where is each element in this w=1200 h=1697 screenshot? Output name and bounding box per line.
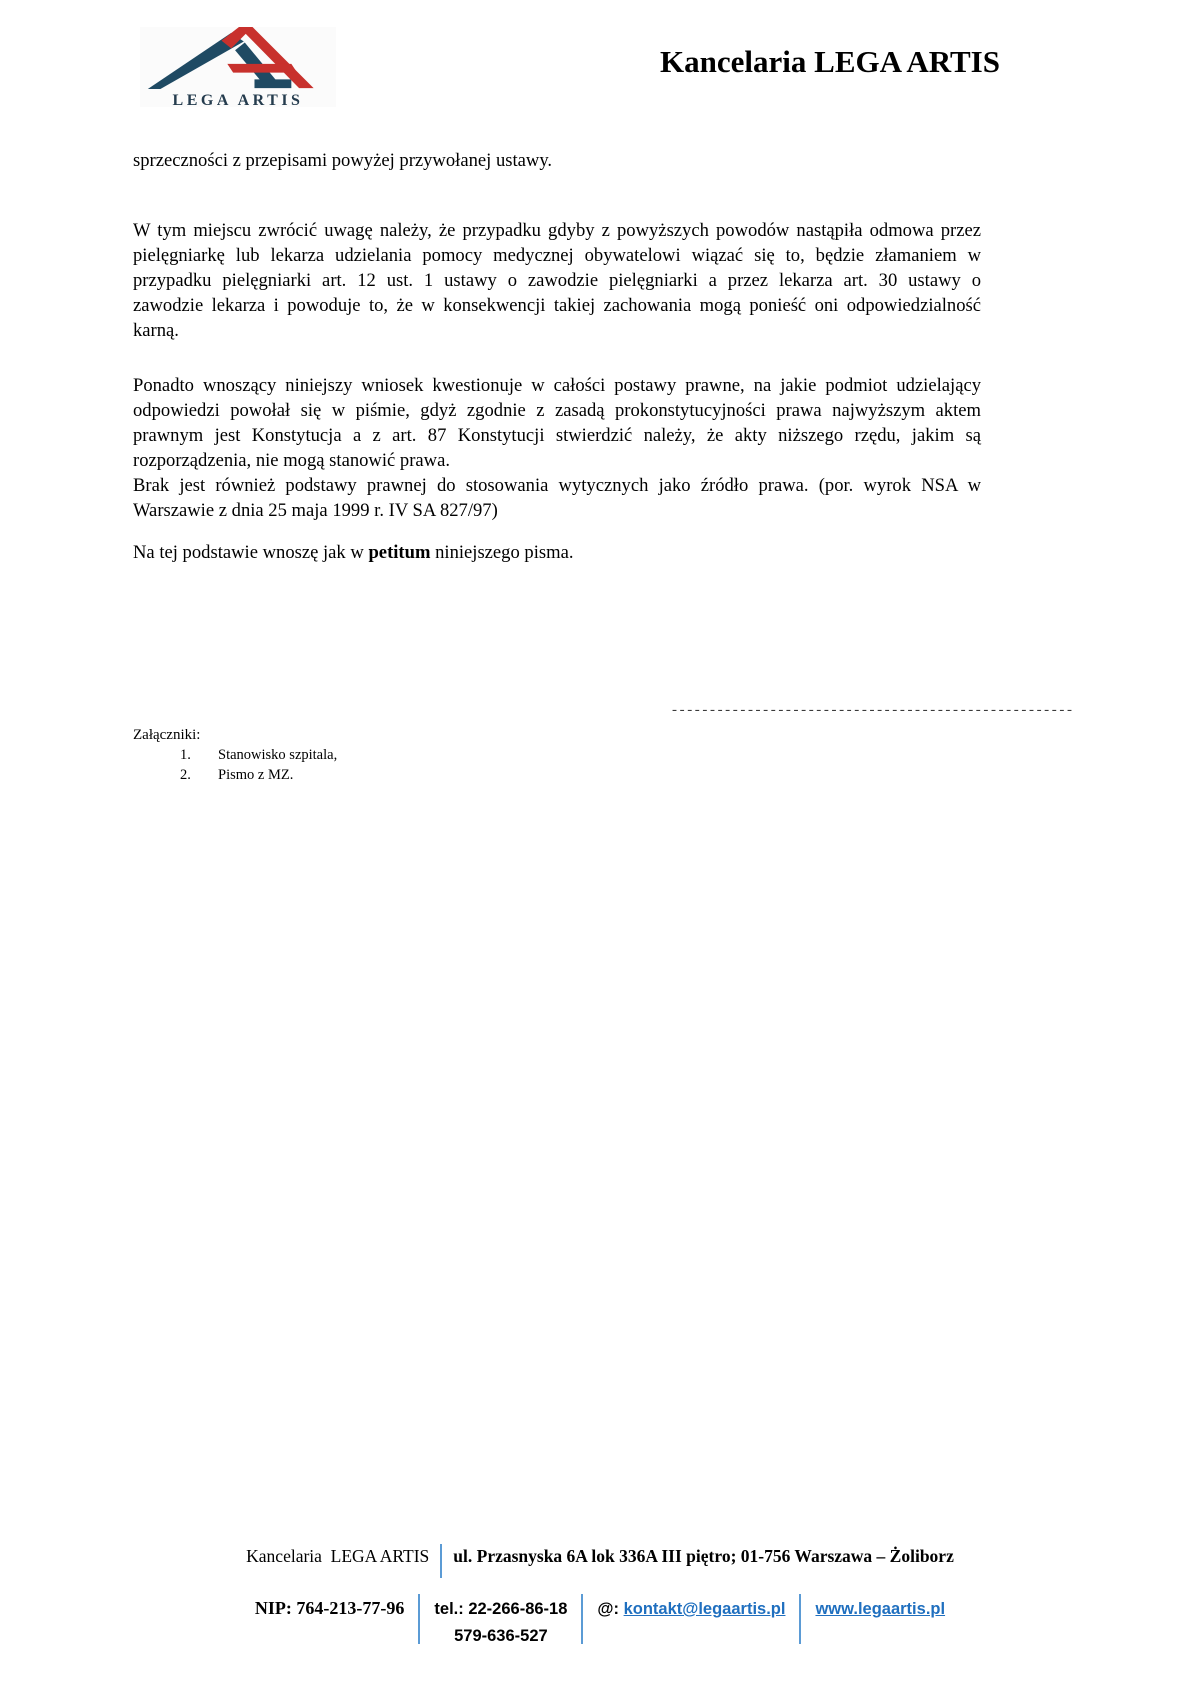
footer-nip: NIP: 764-213-77-96: [254, 1598, 405, 1618]
text-line: W tym miejscu zwrócić uwagę należy, że przypadku gdyby z powyższych powodów nastąpiła odmowa przez: [133, 220, 981, 241]
paragraph: [133, 218, 981, 343]
text-line: prawnym jest Konstytucja a z art. 87 Konstytucji stwierdzić należy, że akty niższego rzędu, jakim są: [133, 425, 981, 446]
attachment-label: Pismo z MZ.: [218, 767, 294, 783]
footer-website: [815, 1594, 945, 1623]
logo-caption: LEGA ARTIS: [172, 92, 304, 109]
footer-separator: [799, 1594, 801, 1644]
footer-phone-2: 579-636-527: [454, 1627, 548, 1645]
emphasis-text: petitum: [368, 542, 431, 563]
footer-website-link[interactable]: www.legaartis.pl: [815, 1600, 946, 1618]
footer-email: [597, 1594, 785, 1623]
text-line: karną.: [133, 320, 179, 341]
footer-street-address: ul. Przasnyska 6A lok 336A III piętro; 01-756 Warszawa – Żoliborz: [453, 1546, 954, 1566]
lega-artis-logo: [140, 27, 336, 107]
footer-phones: [434, 1594, 567, 1650]
footer-separator: [418, 1594, 420, 1644]
footer-separator: [440, 1544, 442, 1578]
text-line: odpowiedzi powołał się w piśmie, gdyż zgodnie z zasadą prokonstytucyjności prawa najwyższym aktem: [133, 400, 981, 421]
text-line: przypadku pielęgniarki art. 12 ust. 1 ustawy o zawodzie pielęgniarki a przez lekarza art. 30 ustawy o: [133, 270, 981, 291]
footer-address-line: [0, 1544, 1200, 1578]
paragraph: [133, 148, 981, 173]
page-title: Kancelaria LEGA ARTIS: [660, 44, 1000, 79]
attachment-number: 2.: [180, 767, 191, 783]
signature-line: -----------------------------------------------------: [672, 702, 1075, 718]
text-line: sprzeczności z przepisami powyżej przywołanej ustawy.: [133, 150, 553, 171]
text-line: Warszawie z dnia 25 maja 1999 r. IV SA 827/97): [133, 500, 498, 521]
attachment-label: Stanowisko szpitala,: [218, 747, 338, 763]
text-line: Brak jest również podstawy prawnej do stosowania wytycznych jako źródło prawa. (por. wyrok NSA w: [133, 475, 981, 496]
footer-email-link[interactable]: kontakt@legaartis.pl: [623, 1600, 786, 1618]
paragraph: [133, 373, 981, 523]
plain-text: niniejszego pisma.: [430, 542, 574, 563]
plain-text: Na tej podstawie wnoszę jak w: [133, 542, 369, 563]
text-line: pielęgniarkę lub lekarza udzielania pomocy medycznej obywatelowi wiązać się to, będzie złamaniem w: [133, 245, 981, 266]
attachment-number: 1.: [180, 747, 191, 763]
footer-contact-row: [0, 1594, 1200, 1650]
text-line: rozporządzenia, nie mogą stanowić prawa.: [133, 450, 450, 471]
lega-artis-logo-icon: [143, 27, 333, 91]
text-line: Ponadto wnoszący niniejszy wniosek kwestionuje w całości postawy prawne, na jakie podmiot udzielający: [133, 375, 981, 396]
attachments-heading: Załączniki:: [133, 727, 201, 743]
paragraph: [133, 540, 981, 565]
footer-separator: [581, 1594, 583, 1644]
footer-phone-1: tel.: 22-266-86-18: [434, 1600, 568, 1618]
text-line: zawodzie lekarza i powoduje to, że w konsekwencji takiej zachowania mogą ponieść oni odpowiedzialność: [133, 295, 981, 316]
footer-firm-name: Kancelaria LEGA ARTIS: [246, 1546, 430, 1566]
attachments-section: [133, 727, 200, 744]
footer-email-prefix: @:: [597, 1600, 624, 1618]
text-line: [133, 540, 981, 565]
